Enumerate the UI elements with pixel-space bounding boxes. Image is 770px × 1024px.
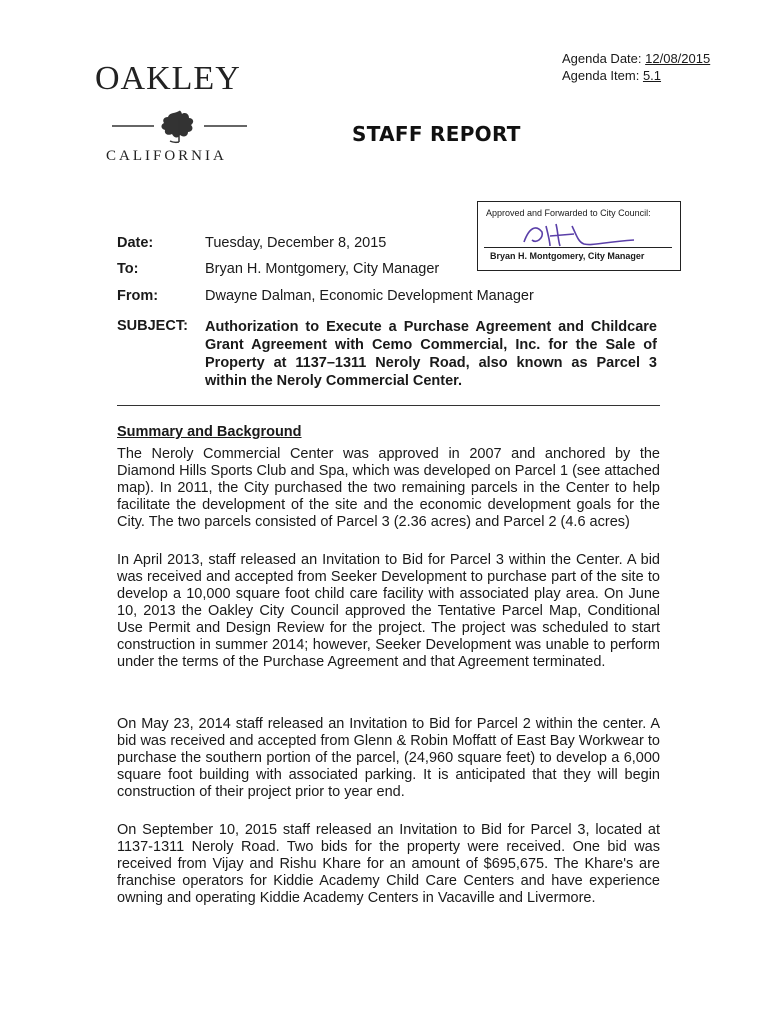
- oak-leaf-icon: [112, 108, 247, 144]
- from-value: Dwayne Dalman, Economic Development Manager: [205, 288, 534, 304]
- approval-name: Bryan H. Montgomery, City Manager: [490, 251, 645, 261]
- section-heading: Summary and Background: [117, 424, 302, 440]
- divider: [117, 405, 660, 406]
- paragraph-1: The Neroly Commercial Center was approved in 2007 and anchored by the Diamond Hills Sports Club and Spa, which was developed on Parcel 1 (see attached map). In 2011, the City purchased the two remaining parcels in the Center to help facilitate the development of the site and the economic development goals for the City. The two parcels consisted of Parcel 3 (2.36 acres) and Parcel 2 (4.6 acres): [117, 446, 660, 530]
- signature-icon: [484, 220, 674, 250]
- approval-box: [477, 201, 681, 271]
- page-title: STAFF REPORT: [352, 122, 521, 146]
- logo-state-name: CALIFORNIA: [106, 148, 227, 164]
- agenda-date-label: Agenda Date:: [562, 51, 642, 66]
- to-label: To:: [117, 261, 139, 277]
- logo-city-name: OAKLEY: [95, 60, 241, 97]
- paragraph-4: On September 10, 2015 staff released an Invitation to Bid for Parcel 3, located at 1137-1311 Neroly Road. Two bids for the property were received. One bid was received from Vijay and Rishu Khare for an amount of $695,675. The Khare's are franchise operators for Kiddie Academy Child Care Centers and have experience owning and operating Kiddie Academy Centers in Vacaville and Livermore.: [117, 822, 660, 906]
- date-label: Date:: [117, 235, 154, 251]
- subject-label: SUBJECT:: [117, 318, 188, 334]
- agenda-info: [562, 50, 710, 84]
- agenda-item-label: Agenda Item:: [562, 68, 640, 83]
- signature-line: [484, 247, 672, 248]
- date-value: Tuesday, December 8, 2015: [205, 235, 387, 251]
- agenda-item-value: 5.1: [642, 68, 662, 83]
- paragraph-3: On May 23, 2014 staff released an Invitation to Bid for Parcel 2 within the center. A bid was received and accepted from Glenn & Robin Moffatt of East Bay Workwear to purchase the southern portion of the parcel, (24,960 square feet) to develop a 6,000 square foot building with associated parking. It is anticipated that they will begin construction of their project prior to year end.: [117, 716, 660, 800]
- from-label: From:: [117, 288, 159, 304]
- to-value: Bryan H. Montgomery, City Manager: [205, 261, 440, 277]
- agenda-date-value: 12/08/2015: [645, 51, 711, 66]
- subject-value: Authorization to Execute a Purchase Agreement and Childcare Grant Agreement with Cemo Commercial, Inc. for the Sale of Property at 1137–1311 Neroly Road, also known as Parcel 3 within the Neroly Commercial Center.: [205, 319, 657, 389]
- approval-label: Approved and Forwarded to City Council:: [486, 208, 651, 218]
- paragraph-2: In April 2013, staff released an Invitation to Bid for Parcel 3 within the Center. A bid was received and accepted from Seeker Development to purchase part of the site to develop a 10,000 square foot child care facility with associated play area. On June 10, 2013 the Oakley City Council approved the Tentative Parcel Map, Conditional Use Permit and Design Review for the project. The project was scheduled to start construction in summer 2014; however, Seeker Development was unable to perform under the terms of the Purchase Agreement and that Agreement terminated.: [117, 552, 660, 670]
